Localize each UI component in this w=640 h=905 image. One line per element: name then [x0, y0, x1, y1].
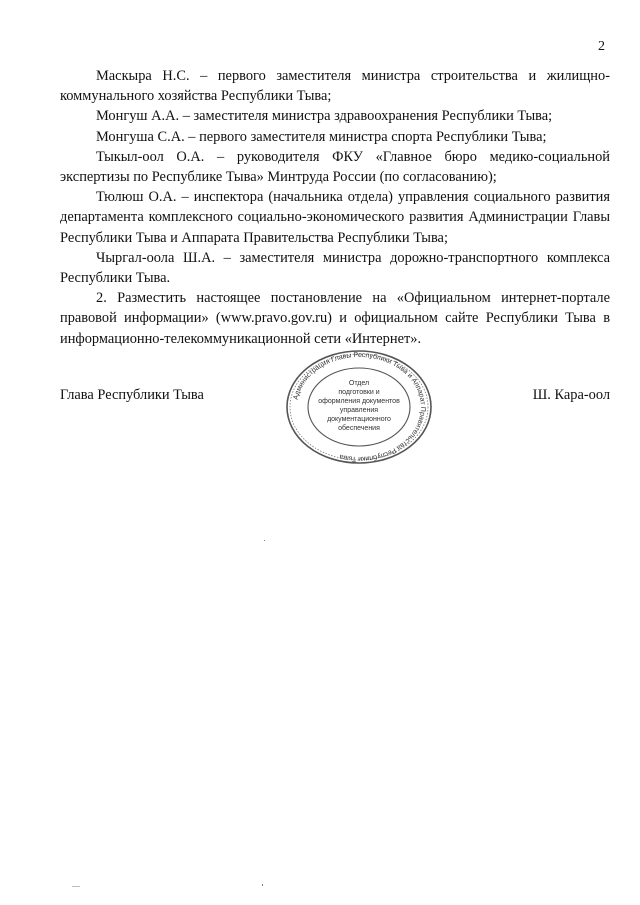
paragraph-mongusha-sa: Монгуша С.А. – первого заместителя министра спорта Республики Тыва; [96, 128, 547, 145]
stamp-line-2: подготовки и [338, 389, 380, 396]
paragraph-publication: 2. Разместить настоящее постановление на «Официальном интернет-портале правовой информации» (www.pravo.gov.ru) и официальном сайте Республики Тыва в информационно-телекоммуникационной сети «Интернет». [60, 290, 610, 347]
document-body [60, 66, 610, 349]
stamp-line-1: Отдел [348, 380, 370, 387]
paragraph-chyrgal-oola: Чыргал-оола Ш.А. – заместителя министра дорожно-транспортного комплекса Республики Тыва. [60, 249, 610, 287]
signatory-title: Глава Республики Тыва [60, 387, 204, 403]
paragraph-mongush-aa: Монгуш А.А. – заместителя министра здравоохранения Республики Тыва; [96, 108, 553, 125]
stamp-line-5: документационного [327, 416, 391, 423]
official-stamp [284, 349, 434, 465]
stamp-ring-text: Администрация Главы Республики Тыва и Аппарат Правительства Республики Тыва [292, 351, 427, 463]
scan-speck [262, 884, 263, 886]
signatory-name: Ш. Кара-оол [532, 387, 610, 403]
stamp-line-3: оформления документов [318, 398, 400, 405]
paragraph-tyulyush: Тюлюш О.А. – инспектора (начальника отдела) управления социального развития департамента комплексного социально-экономического развития Администрации Главы Республики Тыва и Аппарата Правительства Республики Тыва; [60, 189, 610, 246]
page-number: 2 [598, 39, 605, 54]
scan-speck [72, 886, 80, 887]
paragraph-tykyl-ool: Тыкыл-оол О.А. – руководителя ФКУ «Главное бюро медико-социальной экспертизы по Республике Тыва» Минтруда России (по согласованию); [60, 148, 610, 186]
stamp-line-4: управления [339, 407, 379, 414]
stamp-line-6: обеспечения [338, 425, 380, 432]
scan-speck [264, 540, 265, 541]
paragraph-maskyra: Маскыра Н.С. – первого заместителя министра строительства и жилищно-коммунального хозяйства Республики Тыва; [60, 68, 610, 105]
stamp-seal-icon [284, 349, 434, 465]
